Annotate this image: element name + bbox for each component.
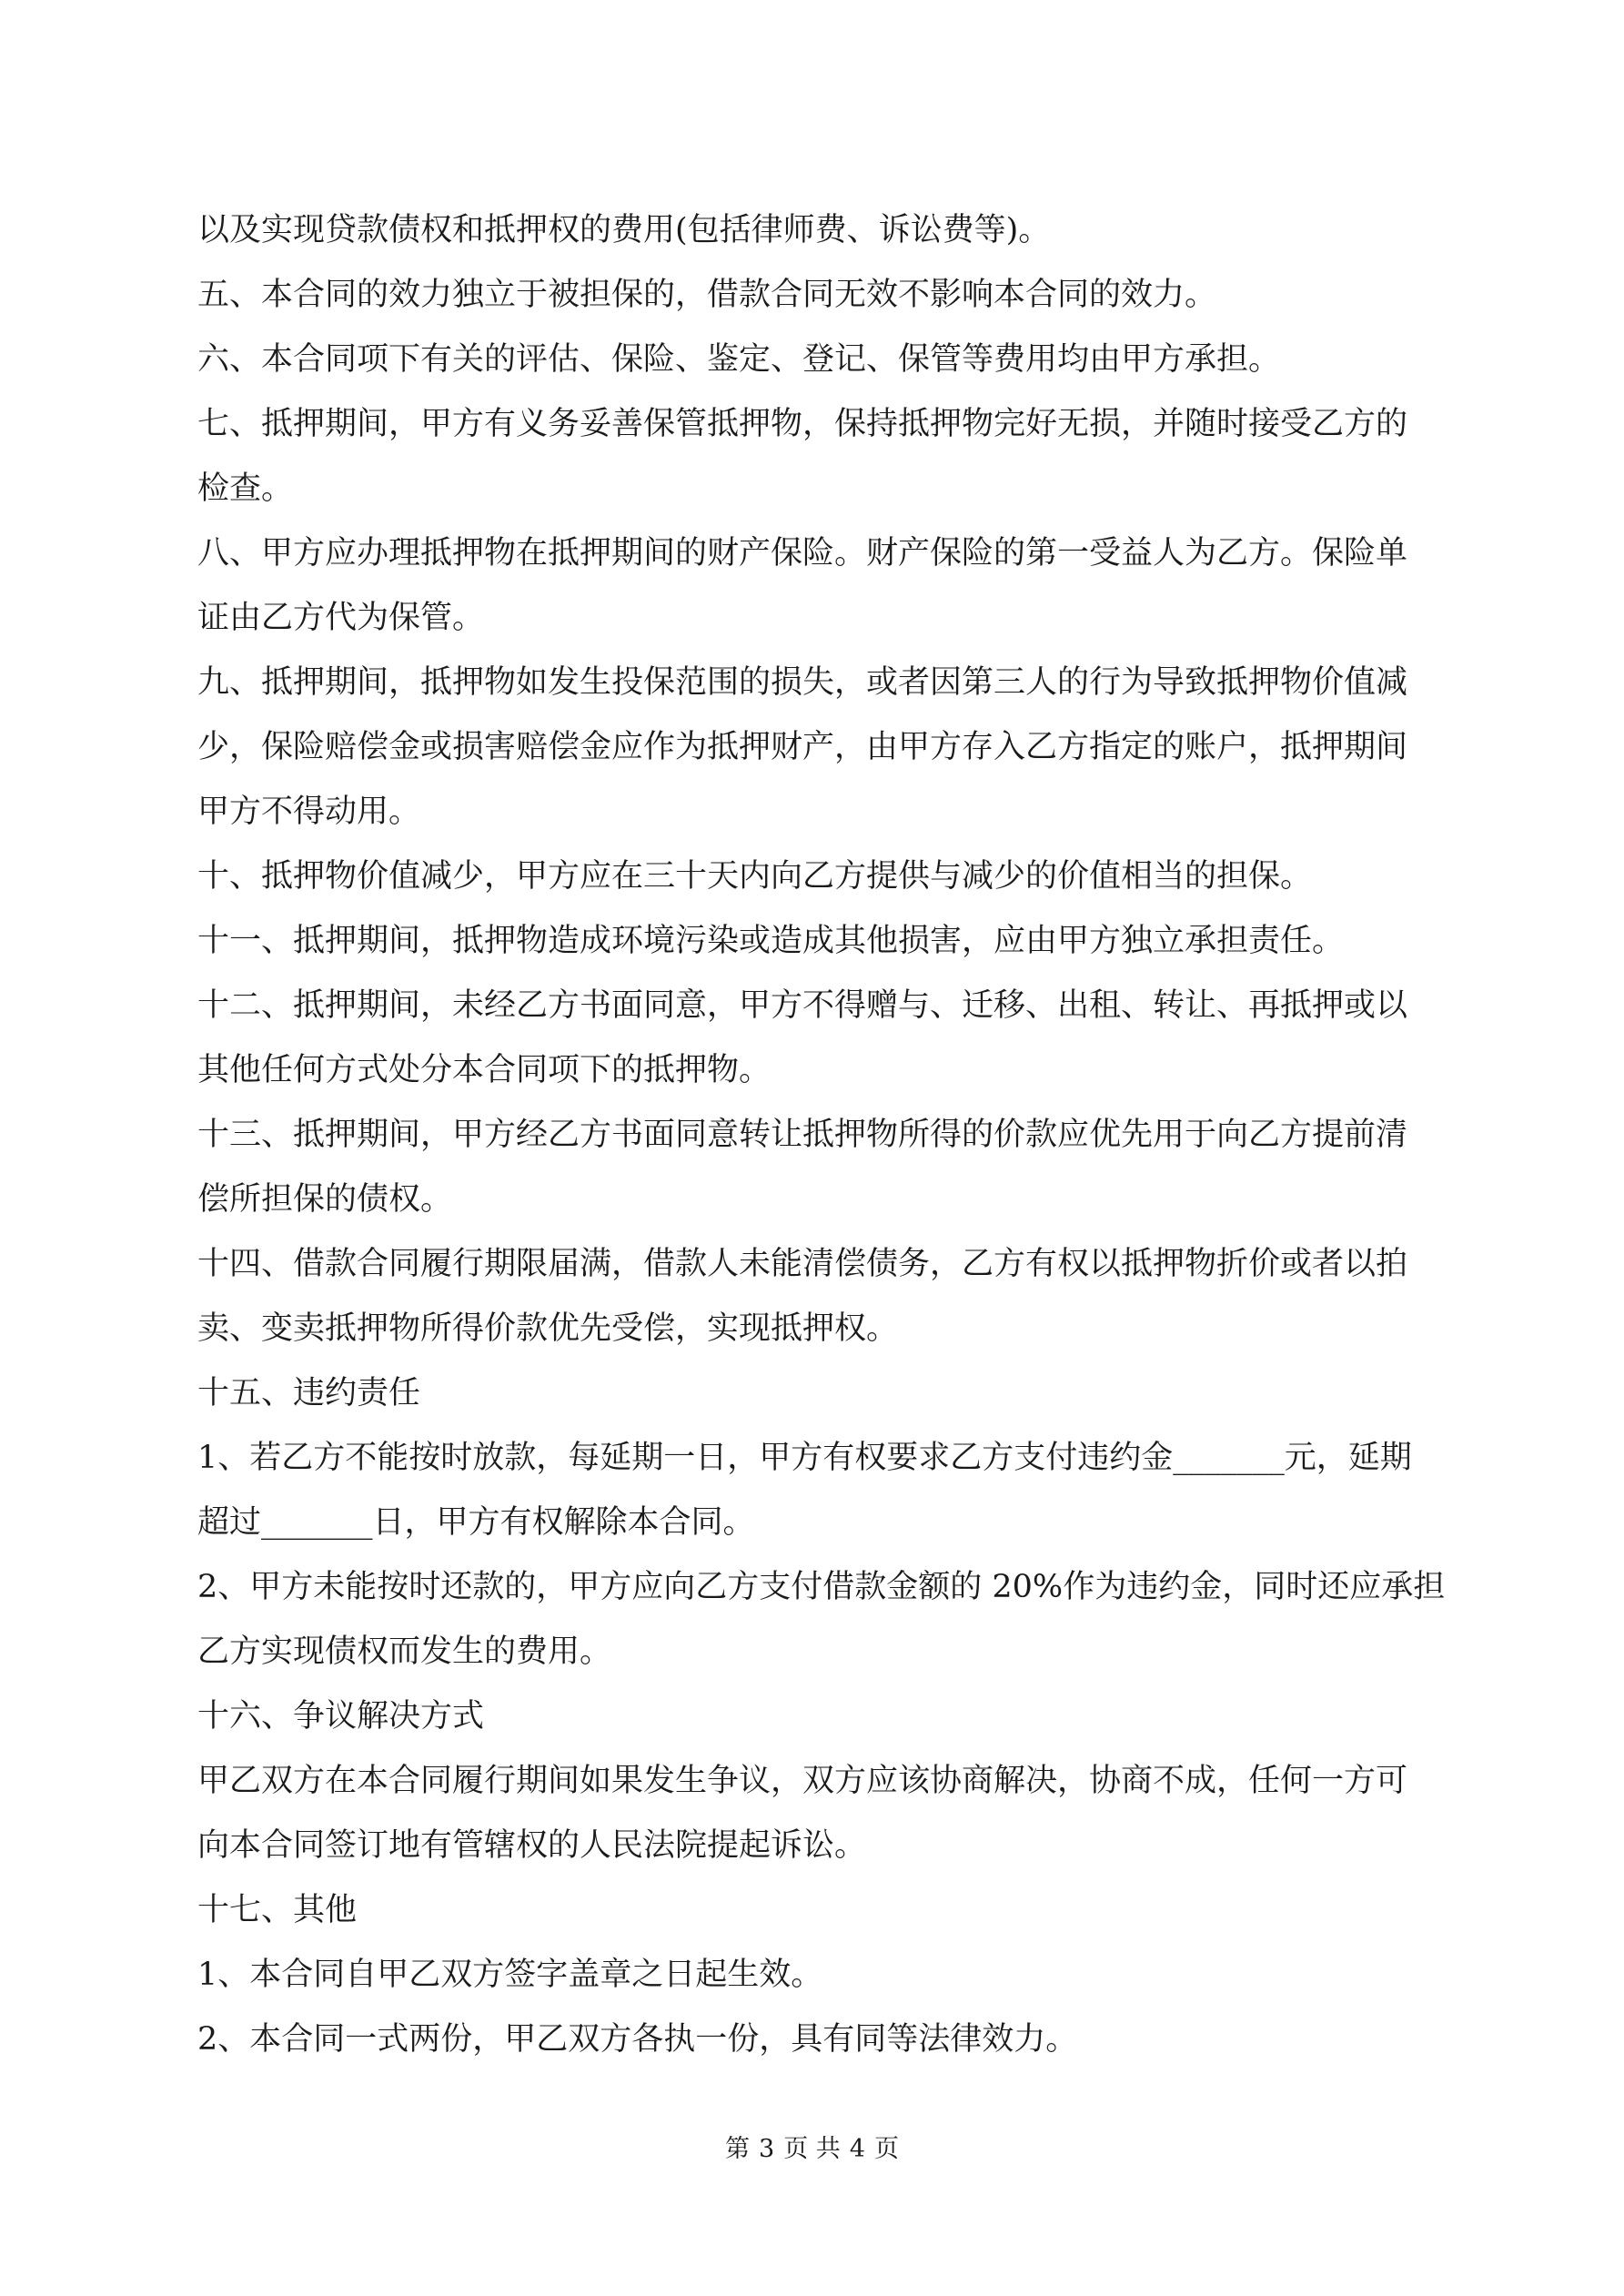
- text-line: 少，保险赔偿金或损害赔偿金应作为抵押财产，由甲方存入乙方指定的账户，抵押期间: [197, 729, 1408, 765]
- text-line: 十二、抵押期间，未经乙方书面同意，甲方不得赠与、迁移、出租、转让、再抵押或以: [197, 987, 1408, 1024]
- section-heading: 十六、争议解决方式: [197, 1698, 485, 1735]
- text-line: 检查。: [197, 470, 294, 507]
- text-line: 十四、借款合同履行期限届满，借款人未能清偿债务，乙方有权以抵押物折价或者以拍: [197, 1246, 1408, 1282]
- text-line: 1、若乙方不能按时放款，每延期一日，甲方有权要求乙方支付违约金_______元，延期: [197, 1440, 1412, 1476]
- section-heading: 十七、其他: [197, 1892, 358, 1928]
- text-line: 十、抵押物价值减少，甲方应在三十天内向乙方提供与减少的价值相当的担保。: [197, 858, 1313, 895]
- text-line: 偿所担保的债权。: [197, 1181, 453, 1218]
- text-line: 证由乙方代为保管。: [197, 600, 485, 636]
- text-line: 十一、抵押期间，抵押物造成环境污染或造成其他损害，应由甲方独立承担责任。: [197, 923, 1345, 959]
- text-line: 超过_______日，甲方有权解除本合同。: [197, 1504, 755, 1541]
- text-line: 十三、抵押期间，甲方经乙方书面同意转让抵押物所得的价款应优先用于向乙方提前清: [197, 1117, 1408, 1153]
- document-body: [197, 198, 1446, 2072]
- section-heading: 十五、违约责任: [197, 1375, 421, 1411]
- footer-middle: 页 共: [783, 2135, 841, 2163]
- text-line: 其他任何方式处分本合同项下的抵押物。: [197, 1052, 772, 1088]
- text-line: 甲乙双方在本合同履行期间如果发生争议，双方应该协商解决，协商不成，任何一方可: [197, 1763, 1408, 1799]
- text-line: 七、抵押期间，甲方有义务妥善保管抵押物，保持抵押物完好无损，并随时接受乙方的: [197, 406, 1408, 442]
- footer-total-pages: 4: [849, 2135, 865, 2163]
- text-line: 向本合同签订地有管辖权的人民法院提起诉讼。: [197, 1827, 867, 1864]
- text-line: 乙方实现债权而发生的费用。: [197, 1633, 612, 1670]
- text-line: 2、本合同一式两份，甲乙双方各执一份，具有同等法律效力。: [197, 2021, 1078, 2058]
- footer-suffix: 页: [873, 2135, 899, 2163]
- text-line: 以及实现贷款债权和抵押权的费用(包括律师费、诉讼费等)。: [197, 212, 1051, 248]
- text-line: 六、本合同项下有关的评估、保险、鉴定、登记、保管等费用均由甲方承担。: [197, 341, 1281, 378]
- text-line: 1、本合同自甲乙双方签字盖章之日起生效。: [197, 1957, 823, 1993]
- page-footer: [0, 2131, 1624, 2168]
- text-line: 八、甲方应办理抵押物在抵押期间的财产保险。财产保险的第一受益人为乙方。保险单: [197, 535, 1408, 571]
- text-line: 五、本合同的效力独立于被担保的，借款合同无效不影响本合同的效力。: [197, 277, 1217, 313]
- text-line: 九、抵押期间，抵押物如发生投保范围的损失，或者因第三人的行为导致抵押物价值减: [197, 664, 1408, 701]
- footer-prefix: 第: [725, 2135, 751, 2163]
- text-line: 2、甲方未能按时还款的，甲方应向乙方支付借款金额的 20%作为违约金，同时还应承担: [197, 1569, 1446, 1605]
- footer-current-page: 3: [759, 2135, 775, 2163]
- text-line: 甲方不得动用。: [197, 794, 421, 830]
- text-line: 卖、变卖抵押物所得价款优先受偿，实现抵押权。: [197, 1310, 899, 1347]
